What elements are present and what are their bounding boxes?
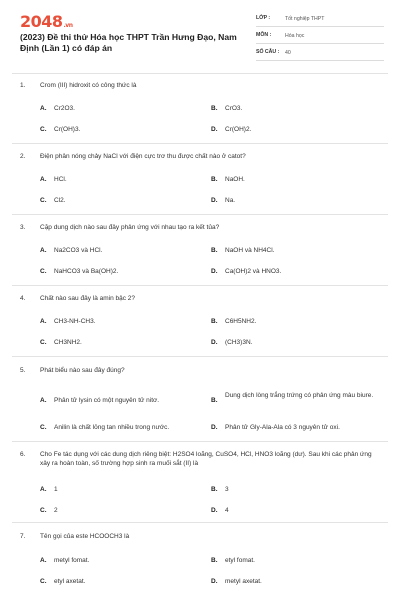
option-letter: B. [211, 176, 218, 183]
question-5 [20, 366, 382, 431]
question-number: 2. [20, 153, 26, 160]
question-number: 6. [20, 451, 26, 458]
question-1 [20, 81, 382, 133]
meta-count-value: 40 [285, 49, 291, 56]
option-text: 4 [225, 507, 229, 514]
option-letter: D. [211, 424, 218, 431]
option-text: Anilin là chất lỏng tan nhiều trong nước. [54, 424, 170, 431]
option-letter: B. [211, 318, 218, 325]
question-stem [20, 223, 382, 232]
option-letter: B. [211, 397, 218, 404]
option-letter: C. [40, 126, 47, 133]
question-number: 7. [20, 533, 26, 540]
option-letter: D. [211, 339, 218, 346]
question-text: Crom (III) hidroxit có công thức là [40, 82, 137, 89]
meta-class-label: LỚP : [256, 15, 271, 21]
option-text: 1 [54, 486, 58, 493]
meta-row-subject [256, 30, 384, 44]
option-letter: A. [40, 486, 47, 493]
question-number: 5. [20, 367, 26, 374]
option-text: Cr(OH)3. [54, 126, 81, 133]
option-text: Na2CO3 và HCl. [54, 247, 103, 254]
option-letter: B. [211, 247, 218, 254]
meta-subject-label: MÔN : [256, 32, 272, 38]
question-stem [20, 366, 382, 375]
meta-class-value: Tốt nghiệp THPT [285, 15, 325, 22]
option-letter: B. [211, 486, 218, 493]
question-number: 3. [20, 224, 26, 231]
option-text: Phân tử lysin có một nguyên tử nitơ. [54, 397, 160, 404]
question-divider [12, 214, 388, 215]
question-stem [20, 152, 382, 161]
logo-brand: 2048 [20, 12, 63, 31]
option-text: metyl fomat. [54, 557, 90, 564]
option-text: Cl2. [54, 197, 66, 204]
option-letter: A. [40, 397, 47, 404]
question-divider [12, 522, 388, 523]
exam-title: (2023) Đề thi thử Hóa học THPT Trần Hưng Đạo, Nam Định (Lần 1) có đáp án [20, 32, 237, 53]
option-letter: A. [40, 247, 47, 254]
option-text: Dung dịch lòng trắng trứng có phản ứng màu biure. [225, 392, 374, 399]
option-text: Cr2O3. [54, 105, 75, 112]
meta-count-label: SỐ CÂU : [256, 49, 280, 55]
option-text: etyl fomat. [225, 557, 255, 564]
question-divider [12, 143, 388, 144]
question-stem [20, 81, 382, 90]
option-text: NaHCO3 và Ba(OH)2. [54, 268, 119, 275]
option-text: NaOH và NH4Cl. [225, 247, 275, 254]
option-letter: D. [211, 126, 218, 133]
logo-suffix: .vn [63, 22, 73, 29]
exam-meta [256, 13, 384, 64]
option-text: Ca(OH)2 và HNO3. [225, 268, 282, 275]
question-divider [12, 356, 388, 357]
option-text: HCl. [54, 176, 67, 183]
question-stem [20, 294, 382, 303]
question-text: Tên gọi của este HCOOCH3 là [40, 533, 130, 540]
option-letter: A. [40, 105, 47, 112]
option-letter: C. [40, 197, 47, 204]
option-text: Na. [225, 197, 236, 204]
page-header [0, 0, 400, 70]
option-letter: D. [211, 578, 218, 585]
option-letter: C. [40, 507, 47, 514]
option-text: 2 [54, 507, 58, 514]
option-letter: D. [211, 268, 218, 275]
question-number: 1. [20, 82, 26, 89]
question-stem [20, 532, 382, 541]
header-divider [12, 73, 388, 74]
option-letter: C. [40, 268, 47, 275]
question-text: Cho Fe tác dụng với các dung dịch riêng biệt: H2SO4 loãng, CuSO4, HCl, HNO3 loãng (dư). Sau khi các phản ứng xảy ra hoàn toàn, số trường hợp sinh ra muối sắt (II) là [40, 451, 372, 467]
option-text: Cr(OH)2. [225, 126, 252, 133]
question-stem [20, 450, 382, 468]
option-text: NaOH. [225, 176, 245, 183]
option-text: CH3NH2. [54, 339, 82, 346]
option-letter: B. [211, 105, 218, 112]
option-text: metyl axetat. [225, 578, 262, 585]
option-letter: C. [40, 339, 47, 346]
question-7 [20, 532, 382, 585]
site-logo[interactable] [20, 12, 73, 31]
option-letter: D. [211, 197, 218, 204]
option-text: CH3-NH-CH3. [54, 318, 96, 325]
option-letter: A. [40, 557, 47, 564]
option-text: 3 [225, 486, 229, 493]
question-text: Phát biểu nào sau đây đúng? [40, 367, 125, 374]
question-number: 4. [20, 295, 26, 302]
option-letter: A. [40, 176, 47, 183]
option-text: C6H5NH2. [225, 318, 257, 325]
meta-row-class [256, 13, 384, 27]
question-6 [20, 450, 382, 514]
question-divider [12, 441, 388, 442]
question-text: Cặp dung dịch nào sau đây phản ứng với nhau tạo ra kết tủa? [40, 224, 220, 231]
meta-row-count [256, 47, 384, 61]
option-letter: B. [211, 557, 218, 564]
option-text: CrO3. [225, 105, 243, 112]
meta-subject-value: Hóa học [285, 32, 305, 39]
question-2 [20, 152, 382, 204]
question-4 [20, 294, 382, 346]
question-divider [12, 285, 388, 286]
option-letter: C. [40, 424, 47, 431]
option-letter: C. [40, 578, 47, 585]
question-text: Chất nào sau đây là amin bậc 2? [40, 295, 136, 302]
option-letter: D. [211, 507, 218, 514]
question-3 [20, 223, 382, 275]
option-text: etyl axetat. [54, 578, 86, 585]
option-text: Phân tử Gly-Ala-Ala có 3 nguyên tử oxi. [225, 424, 340, 431]
option-letter: A. [40, 318, 47, 325]
option-text: (CH3)3N. [225, 339, 253, 346]
question-text: Điện phân nóng chảy NaCl với điện cực trơ thu được chất nào ở catot? [40, 153, 246, 160]
